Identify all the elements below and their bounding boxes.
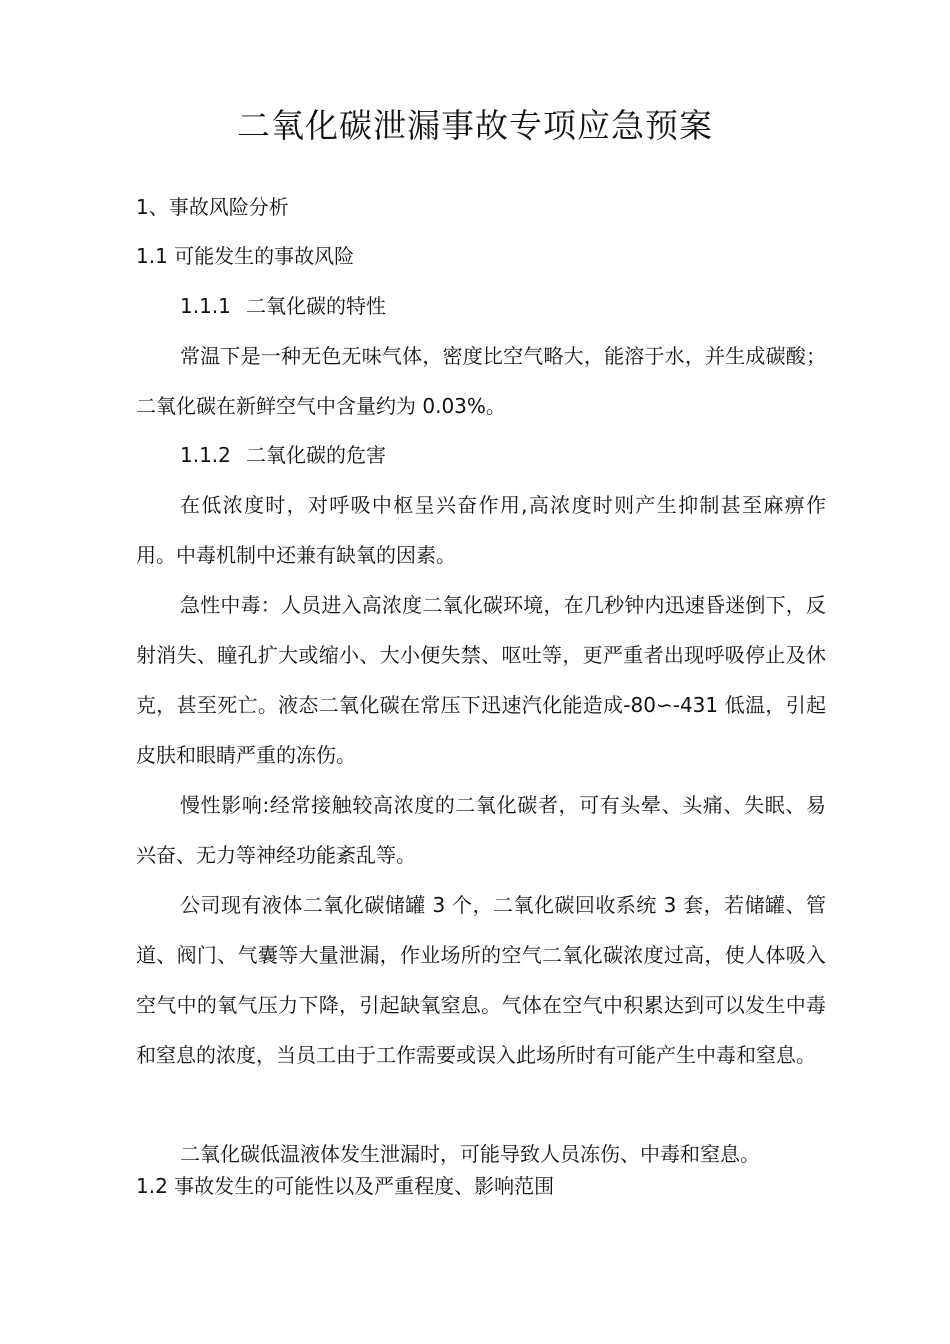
section-1-heading: 1、事故风险分析 [136, 195, 289, 219]
paragraph-leak-consequence: 二氧化碳低温液体发生泄漏时，可能导致人员冻伤、中毒和窒息。 [180, 1142, 760, 1166]
paragraph-hazard: 在低浓度时，对呼吸中枢呈兴奋作用,高浓度时则产生抑制甚至麻痹作用。中毒机制中还兼有缺氧的因素。 [136, 493, 826, 567]
section-number: 1.1.2 [180, 443, 231, 467]
section-title: 二氧化碳的特性 [246, 294, 386, 318]
paragraph-acute-poisoning: 急性中毒：人员进入高浓度二氧化碳环境，在几秒钟内迅速昏迷倒下，反射消失、瞳孔扩大或缩小、大小便失禁、呕吐等，更严重者出现呼吸停止及休克，甚至死亡。液态二氧化碳在常压下迅速汽化能造成-80∽-431 低温，引起皮肤和眼睛严重的冻伤。 [136, 593, 826, 767]
section-1-1-heading: 1.1 可能发生的事故风险 [136, 244, 355, 268]
paragraph-properties: 常温下是一种无色无味气体，密度比空气略大，能溶于水，并生成碳酸；二氧化碳在新鲜空气中含量约为 0.03%。 [136, 344, 826, 418]
document-title: 二氧化碳泄漏事故专项应急预案 [237, 106, 713, 145]
paragraph-chronic-effects: 慢性影响:经常接触较高浓度的二氧化碳者，可有头晕、头痛、失眠、易兴奋、无力等神经功能紊乱等。 [136, 793, 826, 867]
section-1-2-heading: 1.2 事故发生的可能性以及严重程度、影响范围 [136, 1174, 555, 1198]
section-1-1-2-heading [180, 442, 386, 468]
section-number: 1.1.1 [180, 294, 231, 318]
paragraph-company-risk: 公司现有液体二氧化碳储罐 3 个，二氧化碳回收系统 3 套，若储罐、管道、阀门、气囊等大量泄漏，作业场所的空气二氧化碳浓度过高，使人体吸入空气中的氧气压力下降，引起缺氧窒息。气体在空气中积累达到可以发生中毒和窒息的浓度，当员工由于工作需要或误入此场所时有可能产生中毒和窒息。 [136, 893, 826, 1067]
section-1-1-1-heading [180, 293, 386, 319]
section-title: 二氧化碳的危害 [246, 443, 386, 467]
